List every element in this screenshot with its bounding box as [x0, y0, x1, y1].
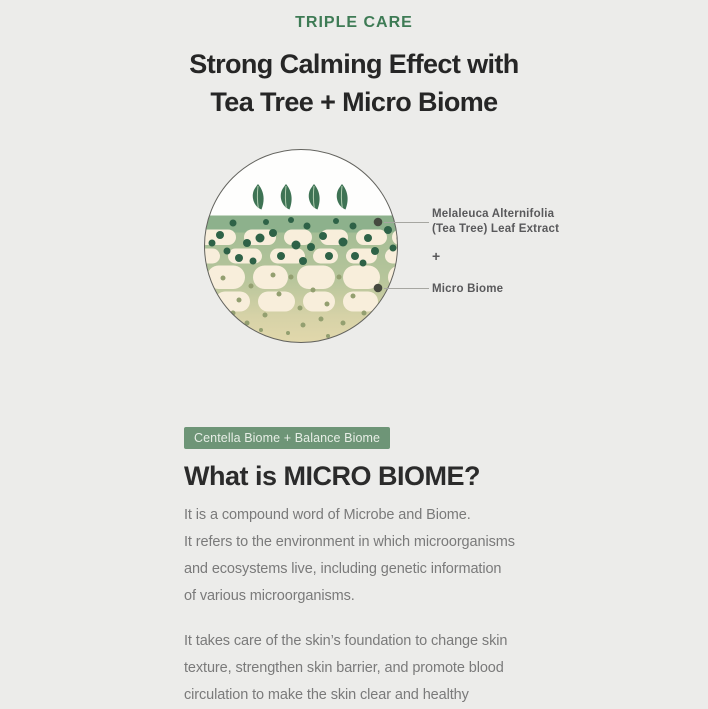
callout-label-tea-tree-line2: (Tea Tree) Leaf Extract [432, 223, 560, 235]
callout-line-micro-biome [384, 288, 429, 289]
page-title-line2: Tea Tree + Micro Biome [210, 87, 498, 117]
paragraph-definition-line1: It is a compound word of Microbe and Biome. [184, 507, 471, 523]
eyebrow-label: TRIPLE CARE [295, 14, 413, 31]
paragraph-benefits-line3: circulation to make the skin clear and healthy [184, 687, 469, 703]
callout-label-tea-tree [432, 207, 559, 237]
paragraph-definition [184, 502, 515, 610]
callout-label-micro-biome: Micro Biome [432, 283, 504, 295]
biome-badge: Centella Biome + Balance Biome [184, 427, 390, 449]
paragraph-benefits [184, 628, 507, 709]
paragraph-definition-line4: of various microorganisms. [184, 588, 355, 604]
callout-label-tea-tree-line1: Melaleuca Alternifolia [432, 208, 555, 220]
section-heading: What is MICRO BIOME? [184, 461, 480, 491]
paragraph-definition-line3: and ecosystems live, including genetic information [184, 561, 502, 577]
page-title-line1: Strong Calming Effect with [189, 49, 519, 79]
skin-layers-illustration [203, 148, 399, 344]
skin-cell-layer-4 [215, 292, 399, 312]
callout-dot-micro-biome [374, 284, 383, 293]
paragraph-definition-line2: It refers to the environment in which microorganisms [184, 534, 515, 550]
callout-plus-sign: + [432, 248, 441, 264]
paragraph-benefits-line2: texture, strengthen skin barrier, and promote blood [184, 660, 504, 676]
skin-cell-layer-3 [207, 266, 399, 290]
page-title [0, 45, 708, 121]
callout-dot-tea-tree [374, 218, 383, 227]
paragraph-benefits-line1: It takes care of the skin’s foundation to change skin [184, 633, 508, 649]
callout-line-tea-tree [384, 222, 429, 223]
